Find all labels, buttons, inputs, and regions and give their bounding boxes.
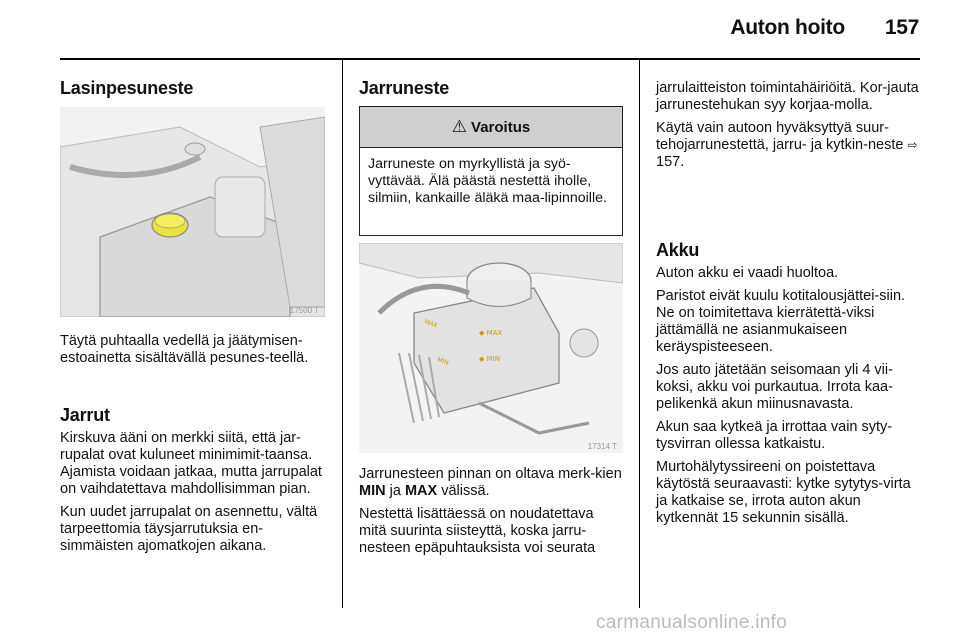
washer-reservoir-drawing — [60, 107, 325, 317]
figure-label: 17314 T — [587, 442, 617, 451]
brake-fluid-illustration — [359, 243, 623, 453]
svg-text:◆ MIN: ◆ MIN — [479, 355, 500, 363]
middle-body — [359, 466, 624, 563]
heading-brakes: Jarrut — [60, 405, 110, 425]
paragraph — [359, 466, 624, 500]
max-label: MAX — [404, 483, 438, 499]
washer-fluid-illustration — [60, 107, 325, 317]
column-divider-2 — [639, 60, 640, 608]
warning-box — [359, 106, 623, 236]
text-run: 157. — [656, 154, 685, 170]
paragraph — [656, 120, 924, 171]
paragraph: Auton akku ei vaadi huoltoa. — [656, 265, 839, 281]
paragraph: Kun uudet jarrupalat on asennettu, vältä tarpeettomia täysjarrutuksia en-simmäisten ajomatkojen aikana. — [60, 504, 318, 554]
column-divider-1 — [342, 60, 343, 608]
header-rule — [60, 58, 920, 60]
min-label: MIN — [359, 483, 386, 499]
paragraph: jarrulaitteiston toimintahäiriöitä. Kor-jauta jarrunestehukan syy korjaa-molla. — [656, 80, 919, 113]
figure-label: 17500 T — [289, 306, 319, 315]
paragraph: Täytä puhtaalla vedellä ja jäätymisen-estoainetta sisältävällä pesunes-teellä. — [60, 333, 309, 366]
section-title: Auton hoito — [730, 16, 845, 39]
warning-header — [360, 107, 622, 148]
right-body-1 — [656, 80, 924, 177]
warning-title: Varoitus — [471, 118, 531, 136]
warning-text: Jarruneste on myrkyllistä ja syö-vyttävää. Älä päästä nestettä iholle, silmiin, kankaille äläkä maa-lipinnoille. — [368, 156, 607, 206]
paragraph: Kirskuva ääni on merkki siitä, että jar-rupalat ovat kuluneet minimimit-taansa. Ajamista voidaan jatkaa, mutta jarrupalat on vaihdatettava mahdollisimman pian. — [60, 430, 322, 497]
paragraph: Nestettä lisättäessä on noudatettava mitä suurinta siisteyttä, koska jarru-nesteen epäpuhtauksista voi seurata — [359, 506, 596, 556]
left-body-1 — [60, 333, 330, 373]
text-run: Käytä vain autoon hyväksyttyä suur-tehojarrunestettä, jarru- ja kytkin-neste — [656, 120, 908, 153]
page-number: 157 — [884, 16, 919, 39]
heading-battery: Akku — [656, 240, 700, 260]
brake-reservoir-drawing — [359, 243, 623, 453]
left-body-2 — [60, 430, 330, 561]
paragraph: Akun saa kytkeä ja irrottaa vain syty-tysvirran ollessa katkaistu. — [656, 419, 893, 452]
heading-brake-fluid: Jarruneste — [359, 78, 450, 98]
warning-triangle-icon: ⚠ — [451, 117, 468, 136]
svg-text:MAX: MAX — [423, 318, 439, 330]
watermark: carmanualsonline.info — [596, 612, 788, 633]
text-run: ja — [385, 483, 405, 499]
arrow-ref-icon[interactable]: ⇨ — [907, 138, 918, 152]
text-run: Jarrunesteen pinnan on oltava merk-kien — [359, 466, 622, 482]
paragraph: Jos auto jätetään seisomaan yli 4 vii-koksi, akku voi purkautua. Irrota kaa-pelikenkä akun miinusnavasta. — [656, 362, 893, 412]
right-body-2 — [656, 265, 924, 533]
svg-text:MIN: MIN — [436, 356, 450, 367]
text-run: välissä. — [437, 483, 490, 499]
paragraph: Murtohälytyssireeni on poistettava käytöstä seuraavasti: kytke sytytys-virta ja katkaise se, irrota auton akun kytkennät 15 sekunnin sisällä. — [656, 459, 911, 526]
page-header — [730, 16, 919, 40]
svg-text:◆ MAX: ◆ MAX — [479, 329, 503, 337]
paragraph: Paristot eivät kuulu kotitalousjättei-siin. Ne on toimitettava kierrätettä-viksi jättämällä ne asianmukaiseen keräyspisteeseen. — [656, 288, 906, 355]
heading-washer-fluid: Lasinpesuneste — [60, 78, 194, 98]
